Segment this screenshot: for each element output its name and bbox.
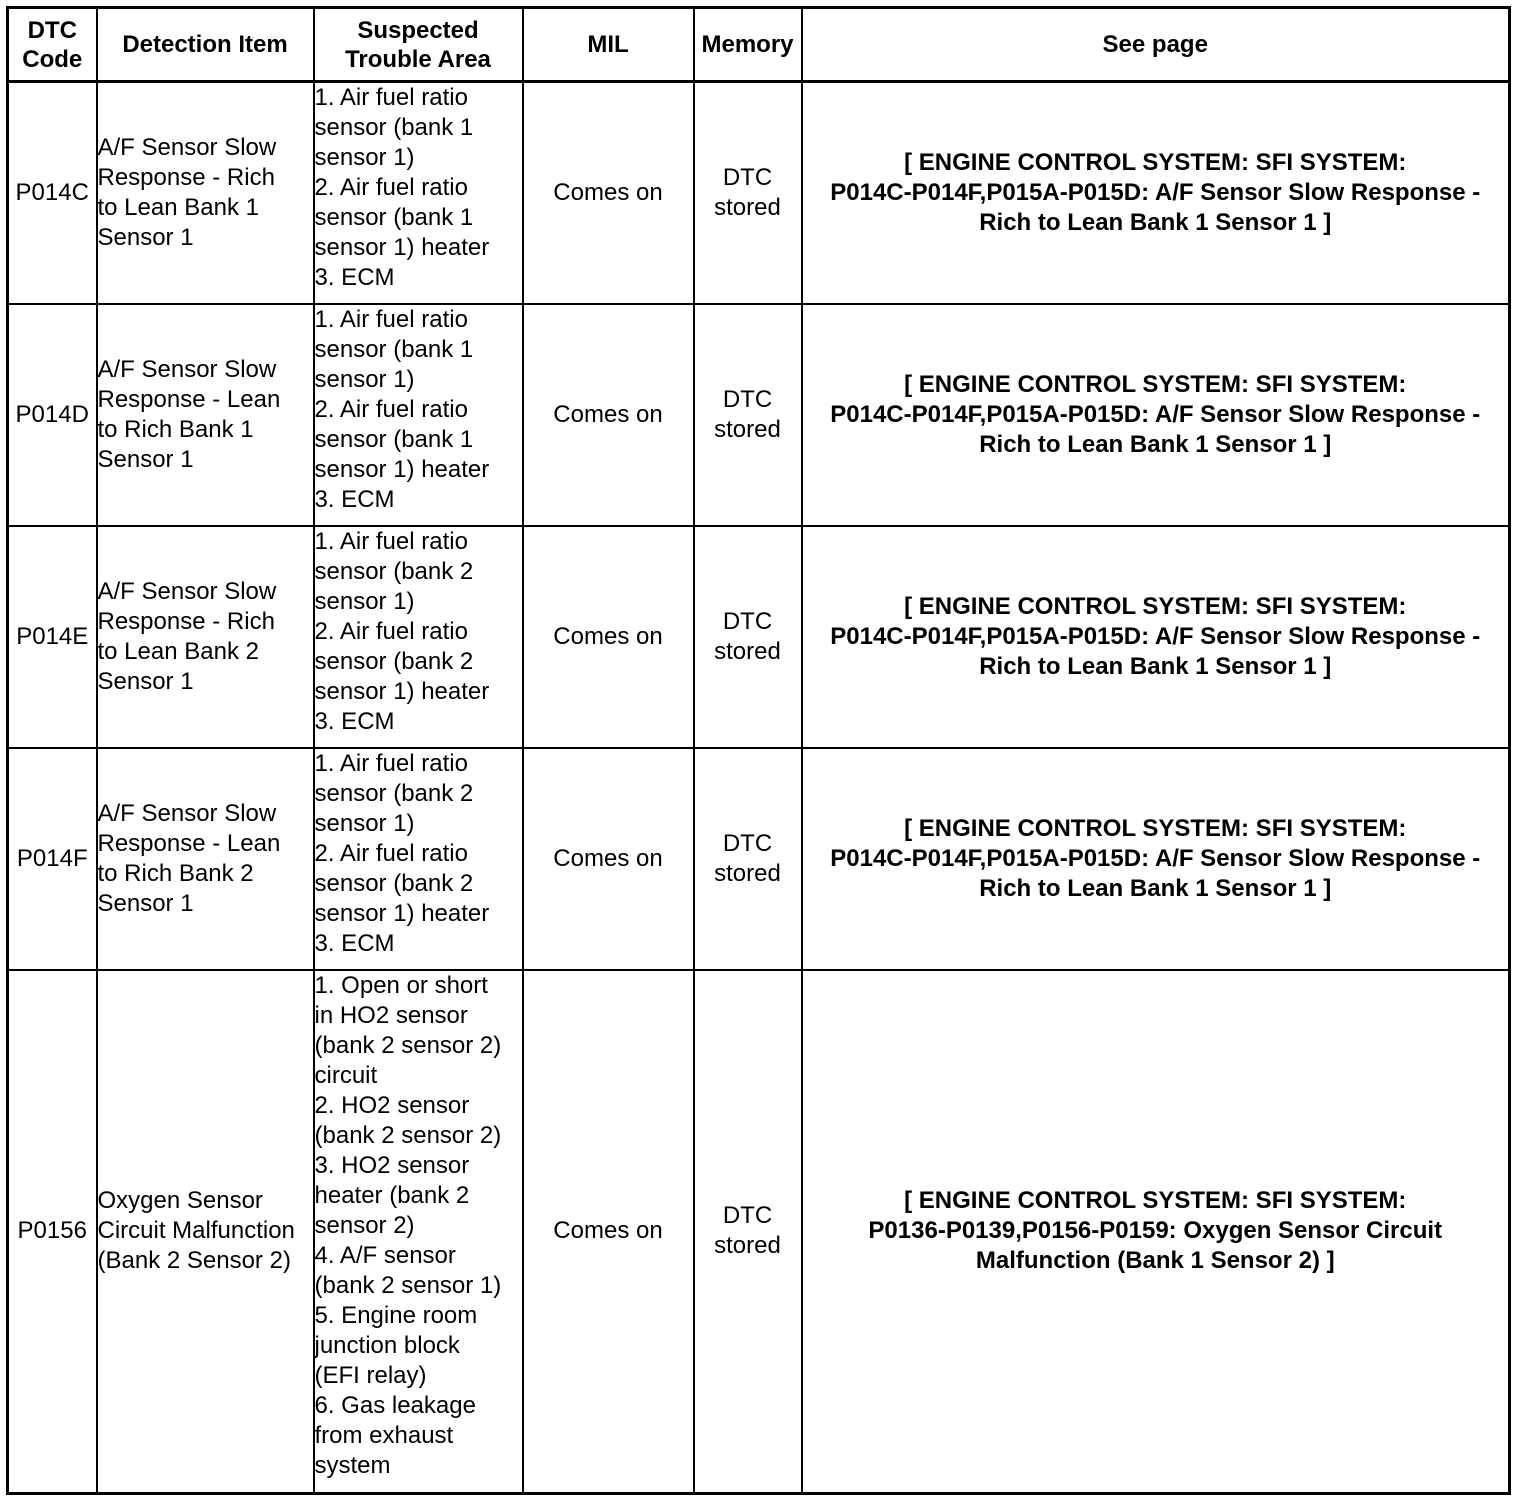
cell-line: (bank 2 sensor 2) [314, 1121, 502, 1149]
cell-line: sensor (bank 2 [314, 647, 474, 675]
cell-line: 1. Air fuel ratio [314, 749, 468, 777]
detection-item-cell [97, 304, 314, 526]
cell-line: Rich to Lean Bank 1 Sensor 1 ] [979, 430, 1332, 458]
dtc-code-cell: P014D [8, 304, 97, 526]
cell-line: P014C-P014F,P015A-P015D: A/F Sensor Slow Response - [830, 844, 1481, 872]
memory-cell [694, 82, 802, 304]
cell-line: DTC [722, 829, 773, 857]
cell-line: sensor 2) [314, 1211, 415, 1239]
cell-line: DTC [722, 1202, 773, 1230]
cell-line: sensor (bank 2 [314, 779, 474, 807]
dtc-table [6, 6, 1511, 1495]
cell-line: sensor (bank 1 [314, 335, 474, 363]
cell-line: Sensor 1 [97, 667, 194, 695]
cell-line: to Lean Bank 1 [97, 193, 259, 221]
cell-line: A/F Sensor Slow [97, 133, 277, 161]
cell-line: sensor 1) [314, 809, 415, 837]
header-text: DTC [27, 16, 77, 44]
cell-line: 3. ECM [314, 485, 395, 513]
see-page-link[interactable] [802, 748, 1510, 970]
cell-line: 5. Engine room [314, 1301, 478, 1329]
cell-line: sensor (bank 1 [314, 204, 474, 231]
cell-line: (bank 2 sensor 2) [314, 1031, 502, 1059]
cell-line: to Rich Bank 1 [97, 415, 254, 443]
memory-cell [694, 304, 802, 526]
cell-line: [ ENGINE CONTROL SYSTEM: SFI SYSTEM: [904, 370, 1407, 398]
cell-line: sensor 1) [314, 587, 415, 615]
cell-line: (Bank 2 Sensor 2) [97, 1247, 291, 1275]
detection-item-cell [97, 82, 314, 304]
cell-line: [ ENGINE CONTROL SYSTEM: SFI SYSTEM: [904, 592, 1407, 620]
table-body [8, 82, 1510, 1494]
table-row [8, 82, 1510, 304]
cell-line: system [314, 1451, 391, 1479]
cell-line: Sensor 1 [97, 889, 194, 917]
cell-line: 2. Air fuel ratio [314, 174, 468, 201]
cell-line: [ ENGINE CONTROL SYSTEM: SFI SYSTEM: [904, 814, 1407, 842]
mil-cell: Comes on [523, 82, 694, 304]
mil-cell: Comes on [523, 304, 694, 526]
detection-item-cell [97, 748, 314, 970]
cell-line: Rich to Lean Bank 1 Sensor 1 ] [979, 874, 1332, 902]
header-see-page: See page [802, 8, 1510, 82]
cell-line: Malfunction (Bank 1 Sensor 2) ] [975, 1247, 1335, 1275]
cell-line: stored [714, 1232, 781, 1260]
cell-line: Response - Lean [97, 829, 281, 857]
cell-line: Oxygen Sensor [97, 1187, 263, 1215]
suspected-area-cell [314, 748, 523, 970]
cell-line: (EFI relay) [314, 1361, 427, 1389]
cell-line: 3. ECM [314, 707, 395, 735]
suspected-area-cell [314, 526, 523, 748]
cell-line: 1. Air fuel ratio [314, 84, 468, 111]
mil-cell: Comes on [523, 748, 694, 970]
cell-line: sensor 1) [314, 144, 415, 171]
cell-line: to Lean Bank 2 [97, 637, 259, 665]
cell-line: 2. Air fuel ratio [314, 839, 468, 867]
cell-line: P014C-P014F,P015A-P015D: A/F Sensor Slow Response - [830, 178, 1481, 206]
cell-line: sensor 1) [314, 365, 415, 393]
cell-line: circuit [314, 1061, 378, 1089]
cell-line: 4. A/F sensor [314, 1241, 456, 1269]
header-detection-item: Detection Item [97, 8, 314, 82]
cell-line: A/F Sensor Slow [97, 577, 277, 605]
cell-line: sensor 1) heater [314, 677, 490, 705]
cell-line: 3. ECM [314, 929, 395, 957]
cell-line: Sensor 1 [97, 445, 194, 473]
header-text: Suspected [357, 16, 479, 44]
mil-cell: Comes on [523, 970, 694, 1494]
detection-item-cell [97, 526, 314, 748]
cell-line: 3. ECM [314, 264, 395, 291]
cell-line: (bank 2 sensor 1) [314, 1271, 502, 1299]
suspected-area-cell [314, 304, 523, 526]
mil-cell: Comes on [523, 526, 694, 748]
table-row [8, 304, 1510, 526]
table-row [8, 970, 1510, 1494]
cell-line: Response - Lean [97, 385, 281, 413]
table-row [8, 526, 1510, 748]
cell-line: to Rich Bank 2 [97, 859, 254, 887]
cell-line: from exhaust [314, 1421, 454, 1449]
cell-line: A/F Sensor Slow [97, 355, 277, 383]
dtc-code-cell: P014C [8, 82, 97, 304]
memory-cell [694, 748, 802, 970]
table-row [8, 748, 1510, 970]
header-text: Code [22, 45, 83, 73]
cell-line: Rich to Lean Bank 1 Sensor 1 ] [979, 208, 1332, 236]
header-row [8, 8, 1510, 82]
cell-line: P014C-P014F,P015A-P015D: A/F Sensor Slow Response - [830, 622, 1481, 650]
cell-line: Sensor 1 [97, 223, 194, 251]
cell-line: 3. HO2 sensor [314, 1151, 470, 1179]
cell-line: sensor 1) heater [314, 899, 490, 927]
cell-line: sensor (bank 1 [314, 114, 474, 141]
header-mil: MIL [523, 8, 694, 82]
cell-line: [ ENGINE CONTROL SYSTEM: SFI SYSTEM: [904, 148, 1407, 176]
cell-line: 1. Air fuel ratio [314, 305, 468, 333]
cell-line: A/F Sensor Slow [97, 799, 277, 827]
cell-line: stored [714, 415, 781, 443]
cell-line: DTC [722, 163, 773, 191]
cell-line: heater (bank 2 [314, 1181, 470, 1209]
memory-cell [694, 526, 802, 748]
cell-line: Response - Rich [97, 163, 275, 191]
cell-line: sensor 1) heater [314, 455, 490, 483]
cell-line: stored [714, 637, 781, 665]
cell-line: 6. Gas leakage [314, 1391, 476, 1419]
cell-line: 2. HO2 sensor [314, 1091, 470, 1119]
cell-line: junction block [314, 1331, 460, 1359]
cell-line: sensor 1) heater [314, 234, 490, 261]
memory-cell [694, 970, 802, 1494]
detection-item-cell [97, 970, 314, 1494]
cell-line: DTC [722, 607, 773, 635]
cell-line: 2. Air fuel ratio [314, 617, 468, 645]
header-suspected-area [314, 8, 523, 82]
header-text: Trouble Area [345, 45, 491, 73]
see-page-link[interactable] [802, 82, 1510, 304]
cell-line: sensor (bank 1 [314, 425, 474, 453]
suspected-area-cell [314, 82, 523, 304]
see-page-link[interactable] [802, 526, 1510, 748]
cell-line: Rich to Lean Bank 1 Sensor 1 ] [979, 652, 1332, 680]
cell-line: stored [714, 193, 781, 221]
cell-line: 1. Open or short [314, 971, 488, 999]
cell-line: sensor (bank 2 [314, 869, 474, 897]
cell-line: stored [714, 859, 781, 887]
see-page-link[interactable] [802, 970, 1510, 1494]
header-memory: Memory [694, 8, 802, 82]
suspected-area-cell [314, 970, 523, 1494]
dtc-code-cell: P014F [8, 748, 97, 970]
cell-line: Circuit Malfunction [97, 1217, 295, 1245]
cell-line: [ ENGINE CONTROL SYSTEM: SFI SYSTEM: [904, 1187, 1407, 1215]
cell-line: in HO2 sensor [314, 1001, 468, 1029]
dtc-code-cell: P014E [8, 526, 97, 748]
cell-line: 2. Air fuel ratio [314, 395, 468, 423]
cell-line: 1. Air fuel ratio [314, 527, 468, 555]
dtc-code-cell: P0156 [8, 970, 97, 1494]
header-dtc-code [8, 8, 97, 82]
see-page-link[interactable] [802, 304, 1510, 526]
cell-line: P0136-P0139,P0156-P0159: Oxygen Sensor Circuit [868, 1217, 1443, 1245]
cell-line: DTC [722, 385, 773, 413]
cell-line: Response - Rich [97, 607, 275, 635]
cell-line: sensor (bank 2 [314, 557, 474, 585]
cell-line: P014C-P014F,P015A-P015D: A/F Sensor Slow Response - [830, 400, 1481, 428]
